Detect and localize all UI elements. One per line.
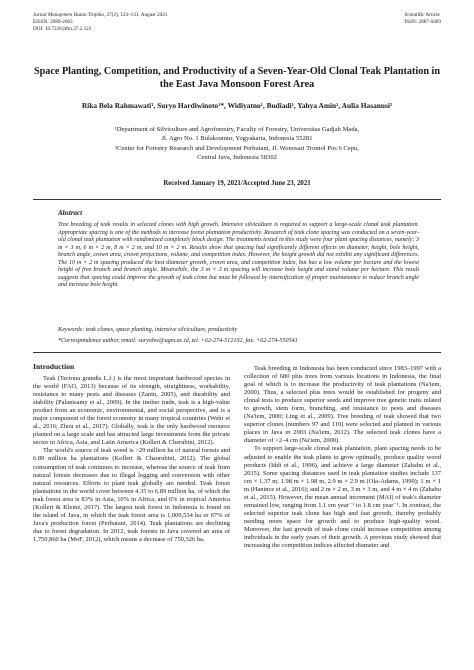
article-info [405,12,441,26]
article-type: Scientific Article [404,12,440,18]
affiliation-2-line-2: Central Java, Indonesia 58302 [197,154,277,162]
journal-name: Jurnal Manajemen Hutan Tropika [33,12,104,18]
journal-eissn: EISSN: 2089-2063 [33,19,73,26]
affiliations [30,125,444,163]
affiliation-2-line-1: ²Center for Forestry Research and Development Perhutani, Jl. Wonosari Tromol Pos 6 Cepu, [115,144,359,152]
affiliation-1-line-2: Jl. Agro No. 1 Bulaksumur, Yogyakarta, Indonesia 55281 [161,135,313,143]
journal-citation [33,12,167,19]
article-issn: ISSN: 2087-0469 [404,19,441,26]
journal-issue: , 27(2), 123–131, August 2021 [103,12,168,18]
divider-top [33,199,441,200]
abstract-heading: Abstract [58,209,83,217]
divider-bottom [33,352,441,353]
abstract-text: Tree breeding of teak results in selected clones with high growth. Intensive silviculture is required to support a large-scale clonal teak plantation. Appropriate spacing is one of the methods to increase forest plantation productivity. Research of teak clone spacing was conducted on a seven-year-old clonal teak plantation with randomized completely block design. The treatments tested in this study were four plant spacing distances, namely; 3 m × 3 m, 6 m × 2 m, 8 m × 2 m, and 10 m × 2 m. Results show that spacing had significantly different effects on diameter, height, bole height, branch angle, crown area, crown projections, volume, and competition index. However, the height growth did not exhibit any significant differences. The 10 m × 2 m spacing produced the best diameter growth, crown area, and competition index, but has a low volume per hectare and the lowest height of free branch and branch angle. Meanwhile, the 3 m × 3 m spacing will increase bole height and stand volume per hectare. This result suggests that spacing could improve the growth of teak clone but must be followed by intensification of proper maintenance to reduce branch angle and increase bole height. [58,222,419,289]
intro-paragraph-1: Teak (Tectona grandis L.f.) is the most important hardwood species in the world (FAO, 2013) because of its strength, straightness, workability, resistance to many pests and diseases (Zanin, 2005), and durability and stability (Palanisamy et al., 2009). In the timber trade, teak is a high-value product from an economic, environmental, and social perspective, and is a major component of the forest economy in many tropical countries (Wehr et al., 2016; Zhou et al., 2017). Globally, teak is the only hardwood resource planted on a large scale and has attracted large investments from the private sector in Africa, Asia, and Latin America (Kollert & Cherubini, 2012). [33,375,230,447]
keywords: Keywords: teak clones, space planting, intensive silviculture, productivity [58,327,238,333]
intro-paragraph-2: The world's source of teak wood is >29 million ha of natural forests and 6.89 million ha plantations (Kollert & Chaorubini, 2012). The global consumption of teak continues to increase, whereas the source of teak from natural forests decreases due to illegal logging and conversion with other natural resources. Efforts to plant teak globally are needed. Teak forest plantations in the world cover between 4.35 to 6.89 million ha, of which the teak forest area is 83% in Asia, 10% in Africa, and 6% in tropical America (Kollert & Kleine, 2017). The largest teak forest in Indonesia is found on the island of Java, in which the teak forest area is 1,000,534 ha or 67% of Java's production forest (Perhutani, 2014). Teak plantations are declining due to forest degradation. In 2012, teak forests in Java covered an area of 1,750,860 ha (MoF, 2012), which means a decrease of 750,326 ha. [33,447,230,543]
affiliation-1-line-1: ¹Department of Silviculture and Agroforestry, Faculty of Forestry, Universitas Gadjah Mada, [114,126,360,133]
received-accepted-dates: Received January 19, 2021/Accepted June 23, 2021 [163,180,311,187]
intro-paragraph-3: Teak breeding in Indonesia has been conducted since 1983–1997 with a collection of 680 plus trees from various locations in Indonesia, the final goal of which is to increase the productivity of teak plantations (Na'iem, 2000). Thus, a selected plus trees would be established for progeny and clonal tests to produce superior seeds and improve tree genetic traits related to growth, stem form, branching, and resistance to pests and diseases (Na'iem, 2000; Ling et al., 2009). Tree breeding of teak showed that two superior clones (numbers 97 and 110) were selected and planted in various places in Java in 2003 (Na'iem, 2012). The selected teak clones have a diameter of >2–4 cm (Na'iem, 2000). [244,365,441,445]
paper-title: Space Planting, Competition, and Productivity of a Seven-Year-Old Clonal Teak Plantation in the East Java Monsoon Forest Area [33,66,441,90]
journal-info [33,12,167,34]
introduction-heading: Introduction [33,362,75,371]
column-right [244,365,441,550]
intro-paragraph-4: To support large-scale clonal teak plantation, plant spacing needs to be adjusted to enable the teak plants to grow optimally, produce quality wood products (Iddi et al., 1996), and achieve a large diameter (Zahabu et al., 2015). Some spacing distances used in teak plantation studies include 137 cm × 1.37 m, 1.98 m × 1.98 m, 2.9 m × 2.9 m (Ola-Adams, 1990); 1 m × 1 m (Hanince et al., 2016); and 2 m × 2 m, 3 m × 3 m, and 4 m × 4 m (Zahabu et al., 2015). However, the mean annual increment (MAI) of teak's diameter remained low, ranging from 1.1 cm year⁻¹ to 1.8 cm year⁻¹. In contrast, the selected superior teak clone has high and fast growth, thereby probably needing more space for growth and to produce high-quality wood. Moreover, the fast growth of teak clone could increase competition among individuals in the early years of their growth. A previous study showed that increasing the competition indices affected diameter and [244,445,441,550]
author-list: Rika Bela Rahmawati¹, Suryo Hardiwinoto¹*, Widiyatno¹, Budiadi¹, Yahya Amin², Aulia Hasanusi² [81,101,393,110]
column-left [33,375,230,544]
journal-doi: DOI: 10.7226/jtfm.27.2.123 [33,26,92,33]
correspondence-line: *Correspondence author, email: suryohw@ugm.ac.id, tel. +62-274-512102, fax. +62-274-550541 [58,338,298,344]
